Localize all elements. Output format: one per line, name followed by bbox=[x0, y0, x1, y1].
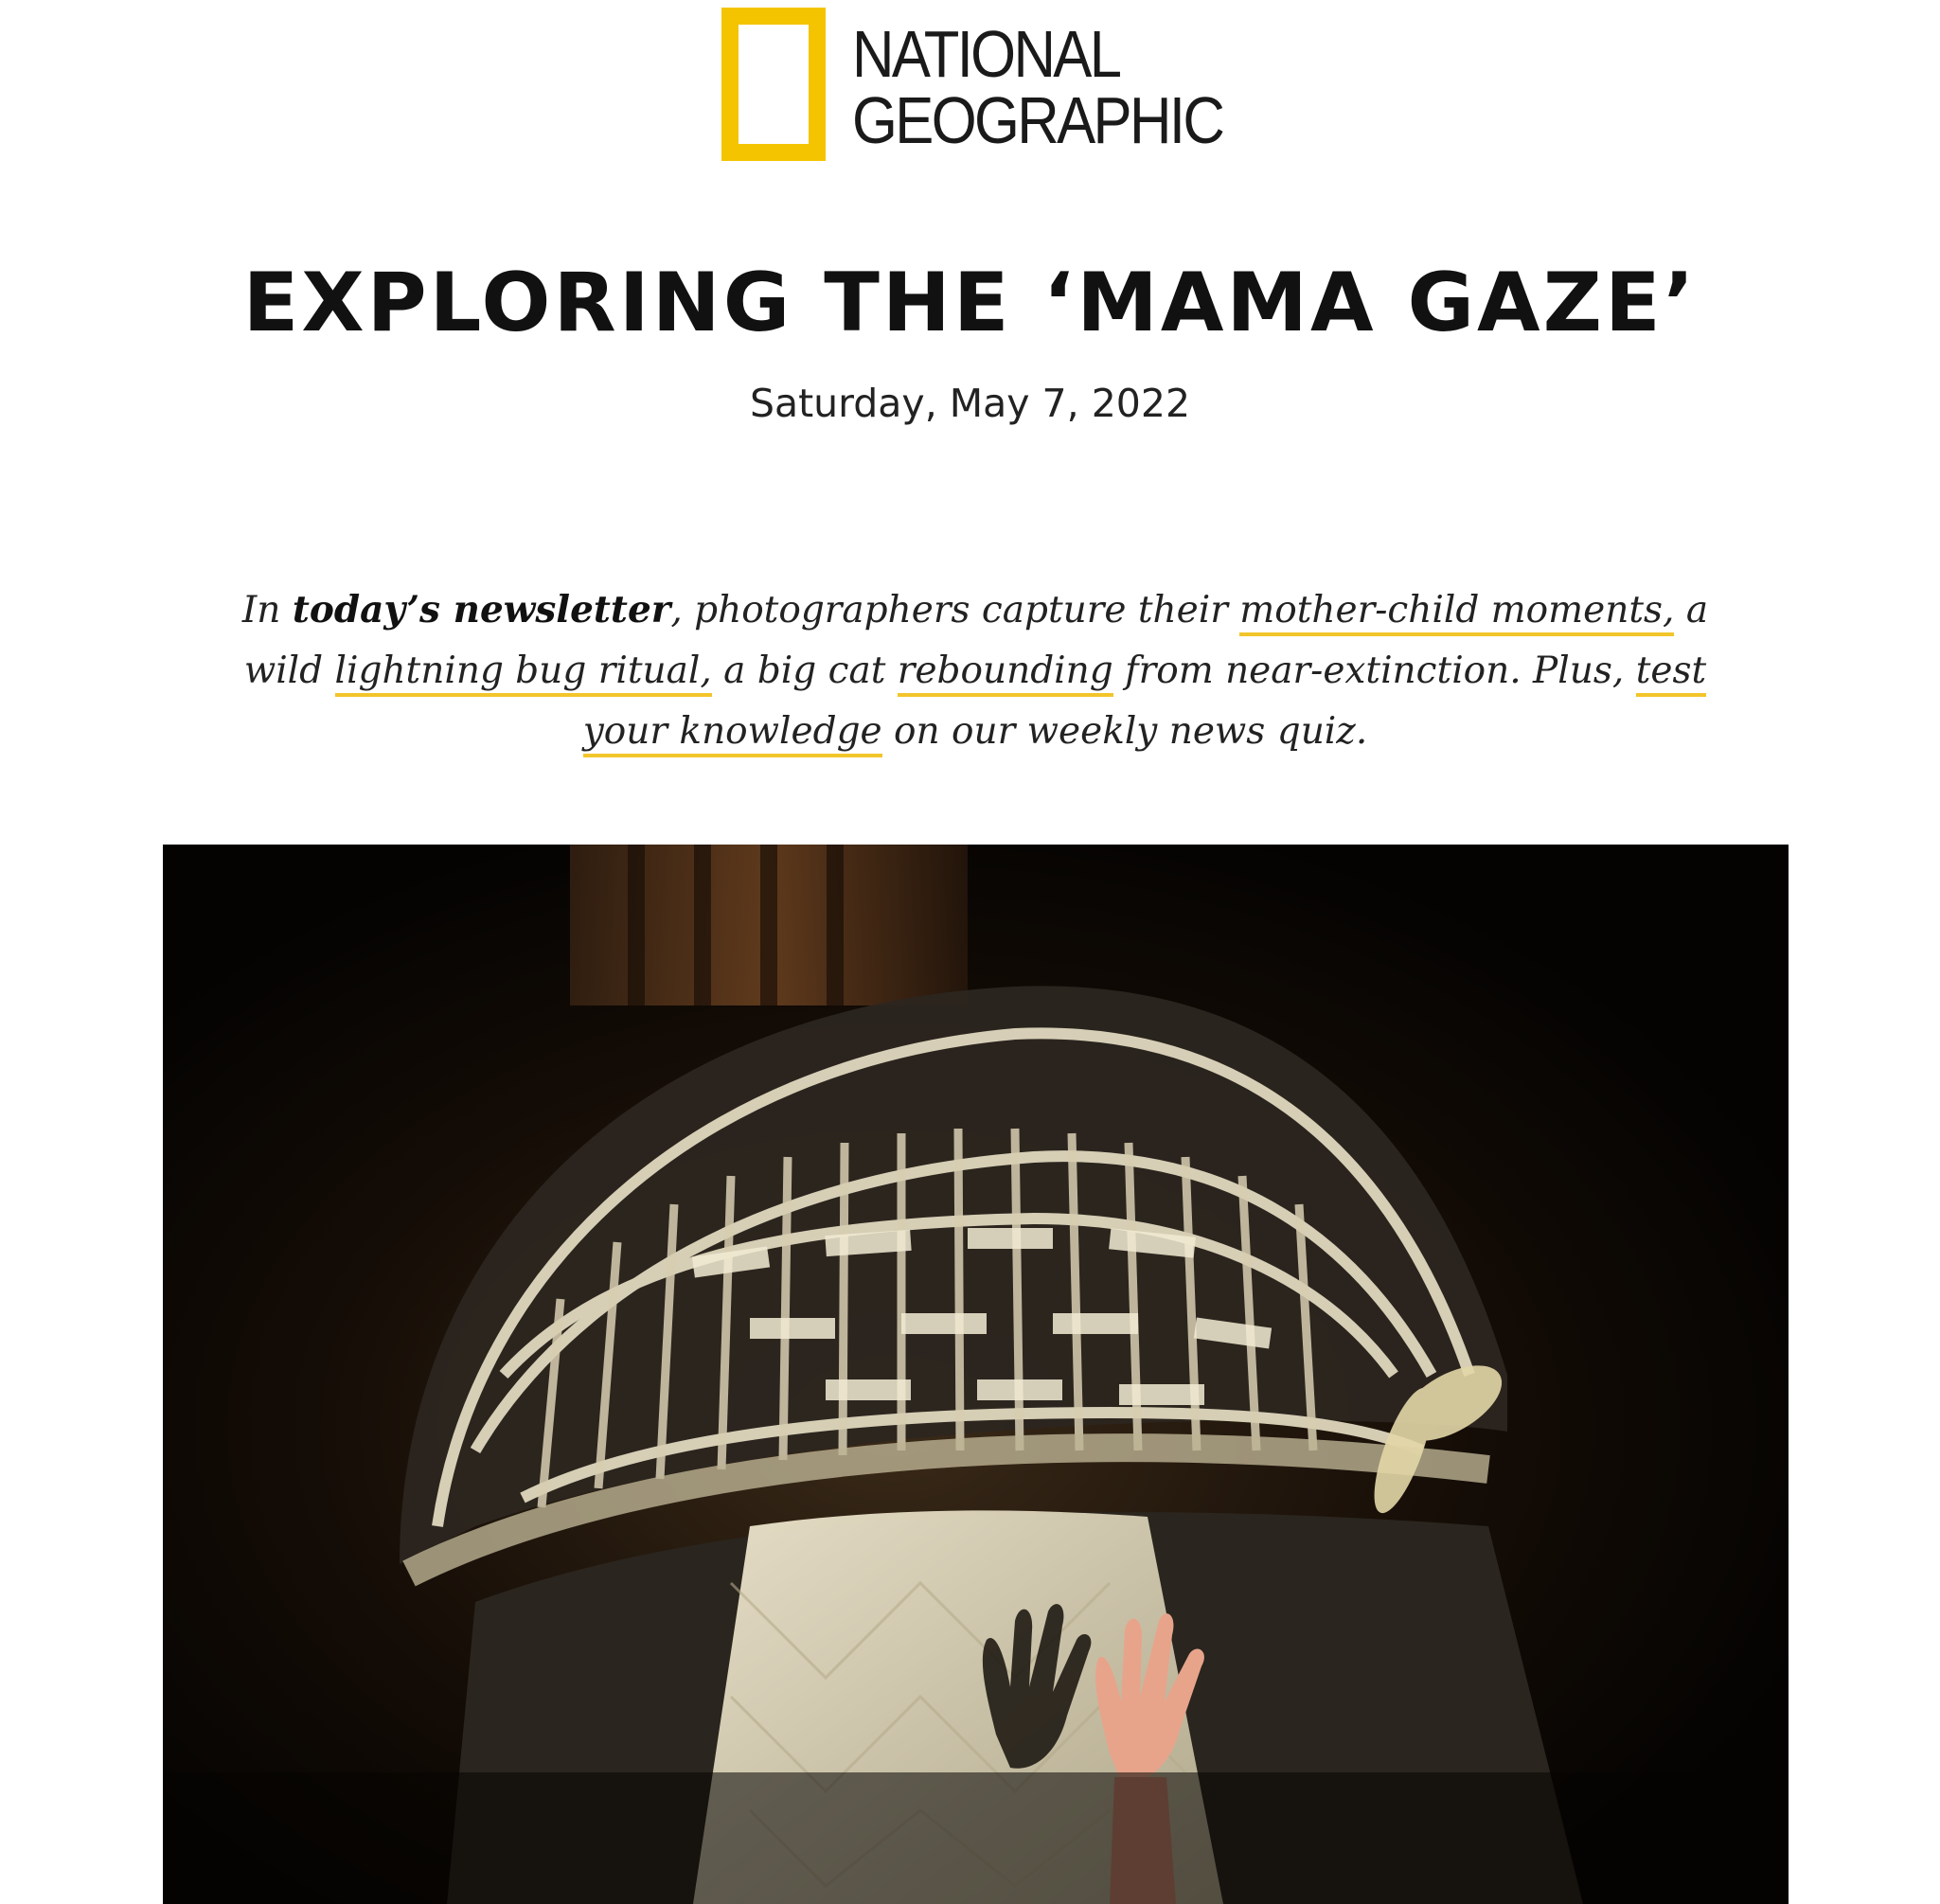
intro-text-3: a wild bbox=[243, 589, 1709, 692]
yellow-border-logo-icon bbox=[721, 8, 826, 161]
brand-logo[interactable] bbox=[721, 8, 1273, 159]
intro-text-5: from near-extinction. Plus, bbox=[1112, 649, 1636, 692]
intro-bold: today’s newsletter bbox=[292, 588, 671, 632]
intro-text-6: on our weekly news quiz. bbox=[881, 710, 1368, 753]
mother-child-moments-link[interactable]: mother-child moments, bbox=[1239, 589, 1674, 636]
lightning-bug-ritual-link[interactable]: lightning bug ritual, bbox=[335, 649, 712, 697]
brand-line-2: GEOGRAPHIC bbox=[852, 83, 1223, 157]
hero-photo[interactable] bbox=[163, 845, 1789, 1904]
intro-text-1: In bbox=[241, 589, 293, 632]
newsletter-intro bbox=[208, 579, 1742, 762]
brand-line-1: NATIONAL bbox=[852, 17, 1120, 91]
newsletter-date: Saturday, May 7, 2022 bbox=[749, 381, 1191, 426]
newsletter-headline: EXPLORING THE ‘MAMA GAZE’ bbox=[242, 256, 1698, 350]
intro-text-4: a big cat bbox=[711, 649, 898, 692]
bassinet-photo-illustration bbox=[163, 845, 1789, 1904]
news-quiz-link[interactable]: test your knowledge bbox=[583, 649, 1706, 757]
rebounding-link[interactable]: rebounding bbox=[898, 649, 1113, 697]
brand-wordmark bbox=[852, 8, 1223, 157]
intro-text-2: , photographers capture their bbox=[670, 589, 1240, 632]
